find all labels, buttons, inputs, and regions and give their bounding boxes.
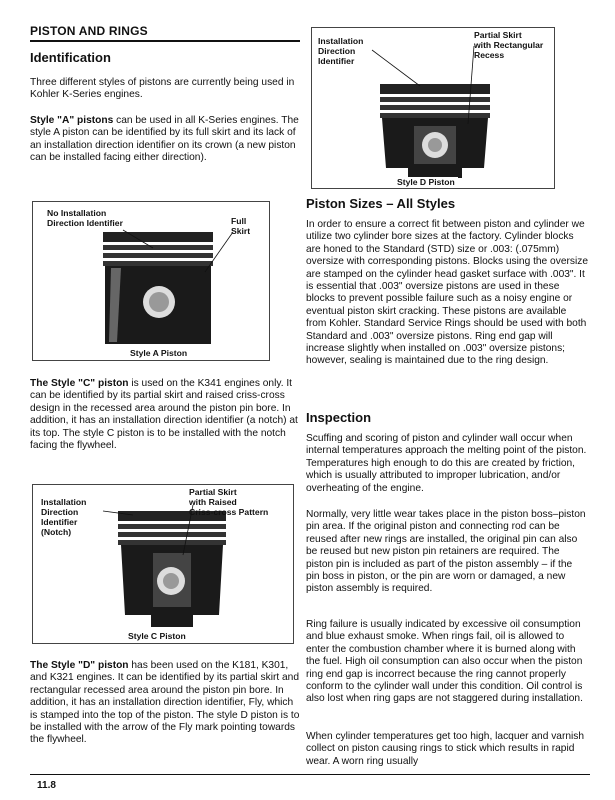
style-d-caption: Style D Piston [394,177,458,187]
inspection-heading: Inspection [306,410,372,425]
piston-sizes-para: In order to ensure a correct fit between piston and cylinder we utilize two cylinder bore sizes at the factory. Cylinder blocks are honed to the Standard (STD) size or .003: (.075mm) oversize with corresponding pistons. Blocks using the oversize are stamped on the cylinder head gasket surface with .003". It is essential that .003" oversize pistons are used in these blocks to prevent possible failure such as a noisy engine or eventual piston skirt cracking. These pistons are available from Kohler. Standard Service Rings should be used with both Standard and .003" oversize pistons. Ring end gap will increase slightly when installed on .003" oversize pistons; however, sealing is maintained due to the ring design. [306,219,588,367]
style-c-lead: The Style "C" piston [30,378,129,389]
style-c-text: is used on the K341 engines only. It can be identified by its partial skirt and raised criss-cross design in the recessed area around the piston pin bore. In addition, it has an installation direction identifier (a notch) at its top. The style C piston is to be installed with the notch facing the flywheel. [30,378,298,452]
figure-style-d [311,27,555,189]
inspection-para-1: Scuffing and scoring of piston and cylinder wall occur when internal temperatures approach the melting point of the piston. Temperatures high enough to do this are created by friction, which is usually attributed to improper lubrication, and/or overheating of the engine. [306,433,587,494]
inspection-para-2: Normally, very little wear takes place in the piston boss–piston pin area. If the original piston and connecting rod can be reused after new rings are installed, the original pin can also be reused but new piston pin retainers are required. The piston pin is included as part of the piston assembly – if the pin boss in piston, or the pin are worn or damaged, a new piston assembly is required. [306,509,586,595]
style-a-label-left: No Installation Direction Identifier [47,208,123,228]
footer-rule [30,774,590,775]
style-c-caption: Style C Piston [125,631,189,641]
page-title: PISTON AND RINGS [30,24,148,38]
identification-heading: Identification [30,50,111,65]
style-a-label-right: Full Skirt [231,216,251,236]
identification-para-3 [30,378,302,452]
figure-style-a [32,201,270,361]
identification-para-4 [30,660,302,747]
inspection-para-4: When cylinder temperatures get too high, lacquer and varnish collect on piston causing rings to stick which results in rapid wear. A worn ring usually [306,731,585,767]
style-a-caption: Style A Piston [127,348,190,358]
figure-style-c [32,484,294,644]
piston-sizes-heading: Piston Sizes – All Styles [306,196,456,211]
style-a-text: can be used in all K-Series engines. The style A piston can be identified by its full skirt and its lack of an installation direction identifier on its crown (a new piston can be installed facing either direction). [30,115,299,164]
page-number: 11.8 [37,780,56,791]
style-d-text: has been used on the K181, K301, and K321 engines. It can be identified by its partial skirt and rectangular recessed area around the piston pin bore. In addition, it has an installation direction identifier, Fly, which is stamped into the top of the piston. The style D piston is to be installed with the arrow of the Fly mark pointing towards the flywheel. [30,660,300,746]
style-a-lead: Style "A" pistons [30,115,114,126]
identification-para-2 [30,115,300,165]
identification-para-1: Three different styles of pistons are currently being used in Kohler K-Series engines. [30,77,295,101]
header-rule [30,40,300,42]
style-c-label-right: Partial Skirt with Raised Criss-cross Pattern [189,487,269,517]
style-d-label-right: Partial Skirt with Rectangular Recess [474,30,544,60]
style-c-label-left: Installation Direction Identifier (Notch) [41,497,87,537]
style-d-label-left: Installation Direction Identifier [318,36,364,66]
style-d-lead: The Style "D" piston [30,660,129,671]
inspection-para-3: Ring failure is usually indicated by excessive oil consumption and blue exhaust smoke. When rings fail, oil is allowed to enter the combustion chamber where it is burned along with the fuel. High oil consumption can also occur when the piston ring end gap is incorrect because the ring cannot properly conform to the cylinder wall under this condition. Oil control is also lost when ring gaps are not staggered during installation. [306,619,583,705]
